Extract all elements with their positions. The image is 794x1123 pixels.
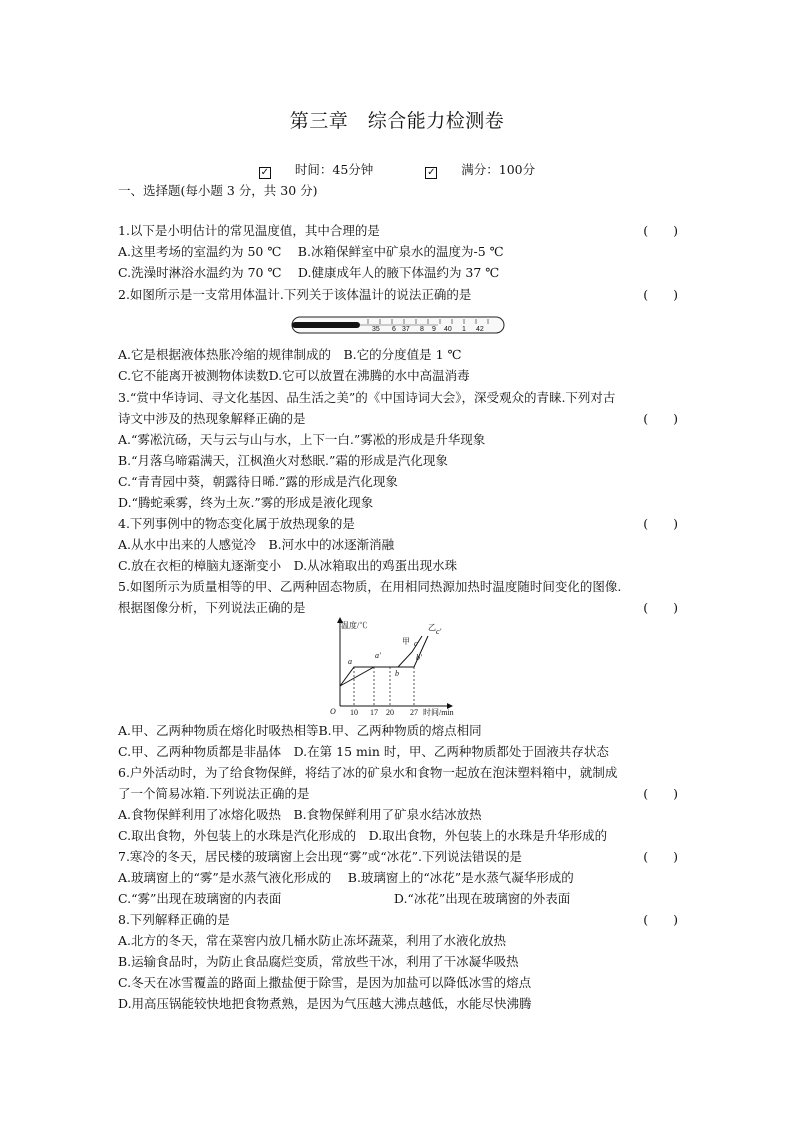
point-label: c <box>414 639 418 648</box>
series-label: 甲 <box>402 637 410 646</box>
answer-paren: ( ) <box>643 600 678 615</box>
page-title: 第三章 综合能力检测卷 <box>289 110 505 132</box>
question-stem: 2.如图所示是一支常用体温计.下列关于该体温计的说法正确的是 ( ) <box>118 287 678 302</box>
question-option: D.“腾蛇乘雾，终为土灰.”雾的形成是液化现象 <box>118 495 374 510</box>
question-option: A.它是根据液体热胀冷缩的规律制成的 B.它的分度值是 1 ℃ <box>118 347 462 362</box>
scale-label: 37 <box>402 326 410 333</box>
scale-label: 6 <box>392 326 396 333</box>
scale-label: 40 <box>444 326 452 333</box>
question-stem: 6.户外活动时，为了给食物保鲜，将结了冰的矿泉水和食物一起放在泡沫塑料箱中，就制成 <box>118 765 618 780</box>
question-option: A.食物保鲜利用了冰熔化吸热 B.食物保鲜利用了矿泉水结冰放热 <box>118 807 482 822</box>
question-option: B.运输食品时，为防止食品腐烂变质，常放些干冰，利用了干冰凝华吸热 <box>118 954 519 969</box>
question-option: C.冬天在冰雪覆盖的路面上撒盐便于除雪，是因为加盐可以降低冰雪的熔点 <box>118 975 532 990</box>
question-option: C.放在衣柜的樟脑丸逐渐变小 D.从冰箱取出的鸡蛋出现水珠 <box>118 558 458 573</box>
exam-meta <box>0 160 794 179</box>
origin-label: O <box>330 707 336 716</box>
question-stem: 5.如图所示为质量相等的甲、乙两种固态物质，在用相同热源加热时温度随时间变化的图像. <box>118 579 622 594</box>
scale-label: 42 <box>476 326 484 333</box>
question-stem: 诗文中涉及的热现象解释正确的是 ( ) <box>118 411 678 426</box>
x-tick: 10 <box>350 708 358 717</box>
question-stem: 7.寒冷的冬天，居民楼的玻璃窗上会出现“雾”或“冰花”.下列说法错误的是 ( ) <box>118 849 678 864</box>
question-option: A.北方的冬天，常在菜窖内放几桶水防止冻坏蔬菜，利用了水液化放热 <box>118 933 507 948</box>
question-option: C.洗澡时淋浴水温约为 70 ℃ D.健康成年人的腋下体温约为 37 ℃ <box>118 265 500 280</box>
answer-paren: ( ) <box>643 786 678 801</box>
checkbox-icon: ✓ <box>260 167 270 178</box>
x-tick: 27 <box>410 708 418 717</box>
point-label: a <box>348 657 352 666</box>
series-label: 乙 <box>428 623 436 632</box>
question-option: A.甲、乙两种物质在熔化时吸热相等B.甲、乙两种物质的熔点相同 <box>118 723 482 738</box>
section-heading: 一、选择题(每小题 3 分，共 30 分) <box>118 183 318 198</box>
checkbox-icon: ✓ <box>427 167 436 178</box>
time-info: ✓ 时间：45分钟 <box>260 162 374 178</box>
question-stem: 1.以下是小明估计的常见温度值，其中合理的是 ( ) <box>118 223 678 238</box>
question-option: A.玻璃窗上的“雾”是水蒸气液化形成的 B.玻璃窗上的“冰花”是水蒸气凝华形成的 <box>118 870 574 885</box>
scale-label: 9 <box>432 326 436 333</box>
question-option: B.“月落乌啼霜满天，江枫渔火对愁眠.”霜的形成是汽化现象 <box>118 453 448 468</box>
point-label: b <box>395 669 399 678</box>
question-stem: 4.下列事例中的物态变化属于放热现象的是 ( ) <box>118 516 678 531</box>
temperature-graph <box>330 614 460 719</box>
thermometer-figure <box>288 314 508 336</box>
point-label: b′ <box>416 653 422 662</box>
point-label: c′ <box>436 627 442 636</box>
answer-paren: ( ) <box>643 516 678 531</box>
question-option: C.它不能离开被测物体读数D.它可以放置在沸腾的水中高温消毒 <box>118 368 470 383</box>
question-option: A.“雾凇沆砀，天与云与山与水，上下一白.”雾凇的形成是升华现象 <box>118 432 486 447</box>
question-option: C.“青青园中葵，朝露待日晞.”露的形成是汽化现象 <box>118 474 398 489</box>
question-option: D.用高压锅能较快地把食物煮熟，是因为气压越大沸点越低，水能尽快沸腾 <box>118 996 532 1011</box>
question-stem: 3.“赏中华诗词、寻文化基因、品生活之美”的《中国诗词大会》，深受观众的青睐.下列对古 <box>118 390 616 405</box>
x-tick: 20 <box>386 708 394 717</box>
answer-paren: ( ) <box>643 223 678 238</box>
question-option: A.从水中出来的人感觉冷 B.河水中的冰逐渐消融 <box>118 537 395 552</box>
question-stem: 8.下列解释正确的是 ( ) <box>118 912 678 927</box>
answer-paren: ( ) <box>643 411 678 426</box>
question-option: C.甲、乙两种物质都是非晶体 D.在第 15 min 时，甲、乙两种物质都处于固液共存状态 <box>118 744 609 759</box>
answer-paren: ( ) <box>643 912 678 927</box>
x-tick: 17 <box>370 708 378 717</box>
point-label: a′ <box>375 651 381 660</box>
x-axis-label: 时间/min <box>423 708 454 717</box>
scale-label: 1 <box>462 326 466 333</box>
y-axis-label: 温度/℃ <box>341 621 368 630</box>
scale-label: 35 <box>372 326 380 333</box>
question-option: C.“雾”出现在玻璃窗的内表面 D.“冰花”出现在玻璃窗的外表面 <box>118 891 571 906</box>
question-stem: 根据图像分析，下列说法正确的是 ( ) <box>118 600 678 615</box>
scale-label: 8 <box>420 326 424 333</box>
answer-paren: ( ) <box>643 287 678 302</box>
question-stem: 了一个简易冰箱.下列说法正确的是 ( ) <box>118 786 678 801</box>
question-option: C.取出食物，外包装上的水珠是汽化形成的 D.取出食物，外包装上的水珠是升华形成的 <box>118 828 608 843</box>
score-info: ✓ 满分：100分 <box>427 162 536 178</box>
question-option: A.这里考场的室温约为 50 ℃ B.冰箱保鲜室中矿泉水的温度为-5 ℃ <box>118 244 504 259</box>
answer-paren: ( ) <box>643 849 678 864</box>
